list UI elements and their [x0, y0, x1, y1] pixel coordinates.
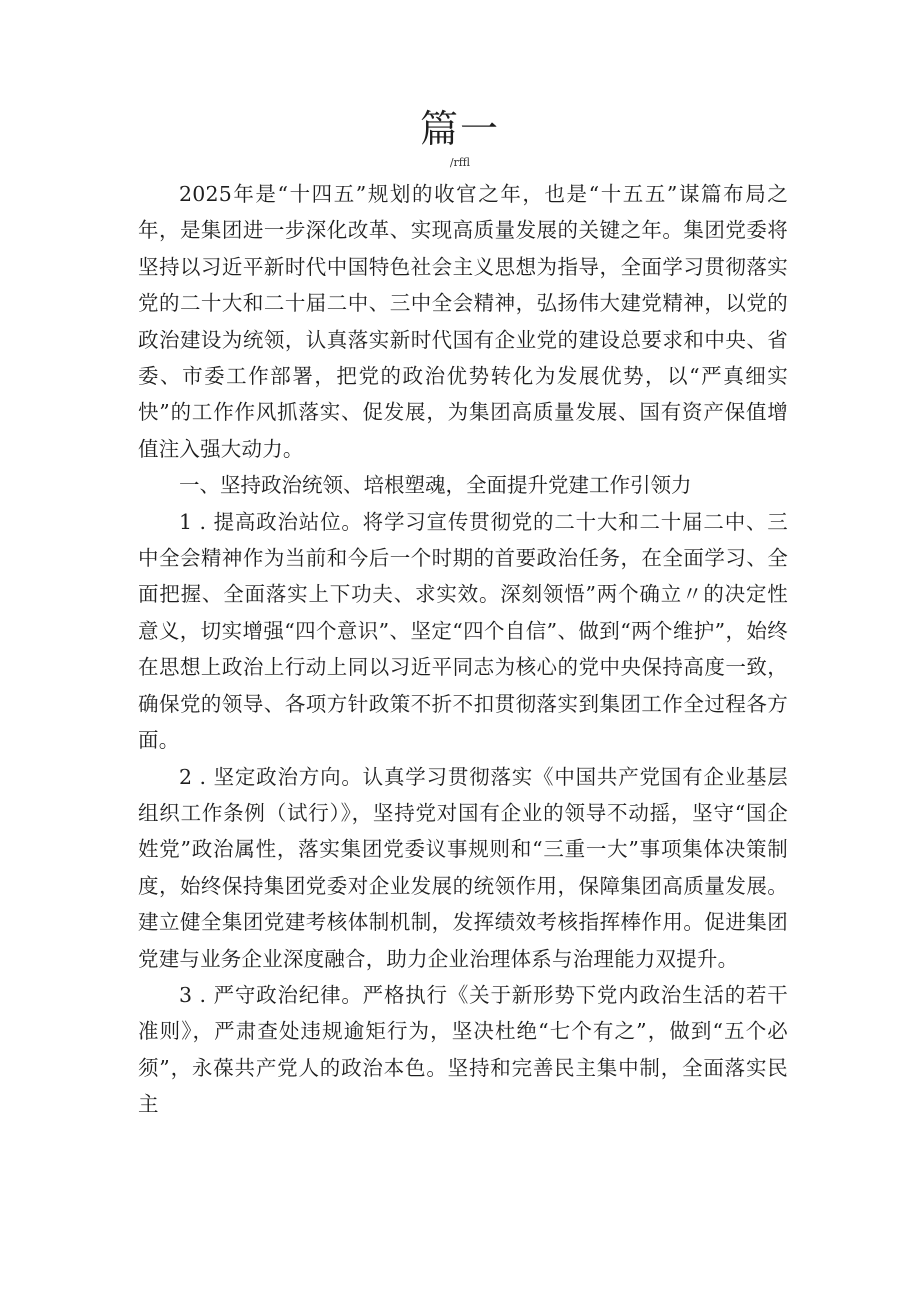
document-body	[138, 176, 788, 1123]
section-heading-1: 一、坚持政治统领、培根塑魂，全面提升党建工作引领力	[179, 473, 692, 498]
document-subtitle: /rffl	[449, 156, 471, 169]
intro-paragraph: 2025年是“十四五”规划的收官之年，也是“十五五”谋篇布局之年，是集团进一步深化改革、实现高质量发展的关键之年。集团党委将坚持以习近平新时代中国特色社会主义思想为指导，全面学习贯彻落实党的二十大和二十届二中、三中全会精神，弘扬伟大建党精神，以党的政治建设为统领，认真落实新时代国有企业党的建设总要求和中央、省委、市委工作部署，把党的政治优势转化为发展优势，以“严真细实快”的工作作风抓落实、促发展，为集团高质量发展、国有资产保值增值注入强大动力。	[138, 182, 788, 461]
document-title: 篇一	[419, 107, 500, 151]
item-3-paragraph: 3 . 严守政治纪律。严格执行《关于新形势下党内政治生活的若干准则》，严肃查处违规逾矩行为，坚决杜绝“七个有之”，做到“五个必须”，永葆共产党人的政治本色。坚持和完善民主集中制，全面落实民主	[138, 982, 788, 1117]
item-1-paragraph: 1 . 提高政治站位。将学习宣传贯彻党的二十大和二十届二中、三中全会精神作为当前和今后一个时期的首要政治任务，在全面学习、全面把握、全面落实上下功夫、求实效。深刻领悟”两个确立〃的决定性意义，切实增强“四个意识”、坚定“四个自信”、做到“两个维护”，始终在思想上政治上行动上同以习近平同志为核心的党中央保持高度一致，确保党的领导、各项方针政策不折不扣贯彻落实到集团工作全过程各方面。	[138, 509, 788, 753]
item-2-paragraph: 2 . 坚定政治方向。认真学习贯彻落实《中国共产党国有企业基层组织工作条例（试行）》，坚持党对国有企业的领导不动摇，坚守“国企姓党”政治属性，落实集团党委议事规则和“三重一大”事项集体决策制度，始终保持集团党委对企业发展的统领作用，保障集团高质量发展。建立健全集团党建考核体制机制，发挥绩效考核指挥棒作用。促进集团党建与业务企业深度融合，助力企业治理体系与治理能力双提升。	[138, 764, 788, 971]
